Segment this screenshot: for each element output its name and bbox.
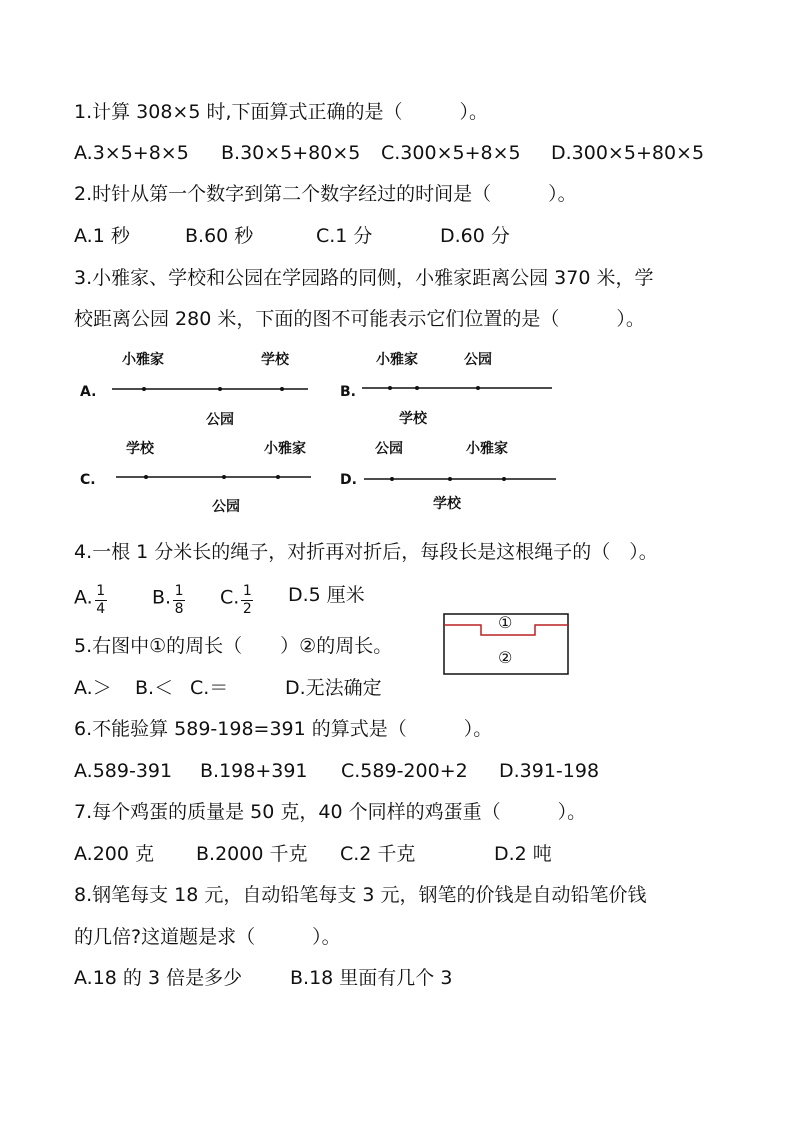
q1-stem: 1.计算 308×5 时,下面算式正确的是（ ）。: [74, 101, 489, 123]
q5-option-c: C.＝: [190, 677, 229, 699]
q8-stem-line2: 的几倍?这道题是求（ ）。: [74, 926, 341, 948]
q4-option-c: [220, 582, 253, 617]
denominator: 4: [96, 600, 106, 617]
q1-option-b: B.30×5+80×5: [221, 142, 361, 164]
q8-stem-line1: 8.钢笔每支 18 元，自动铅笔每支 3 元，钢笔的价钱是自动铅笔价钱: [74, 884, 647, 906]
q7-option-a: A.200 克: [74, 843, 155, 865]
diagram-label-bottom: 公园: [206, 412, 234, 428]
q6-option-d: D.391-198: [499, 760, 600, 782]
q1-option-c: C.300×5+8×5: [381, 142, 521, 164]
q1-option-d: D.300×5+80×5: [551, 142, 705, 164]
q2-option-c: C.1 分: [316, 225, 373, 247]
diagram-letter: A.: [80, 384, 97, 400]
q1-option-a: A.3×5+8×5: [74, 142, 189, 164]
q4-stem: 4.一根 1 分米长的绳子，对折再对折后，每段长是这根绳子的（ ）。: [74, 541, 658, 563]
q7-option-c: C.2 千克: [340, 843, 416, 865]
diagram-label-top-right: 学校: [261, 352, 289, 368]
q5-option-a: A.＞: [74, 677, 112, 699]
diagram-label-top-right: 小雅家: [264, 441, 306, 457]
diagram-label-top-right: 公园: [464, 352, 492, 368]
region-2-label: ②: [498, 648, 513, 667]
q2-option-d: D.60 分: [440, 225, 510, 247]
diagram-label-top-left: 小雅家: [122, 352, 164, 368]
q6-option-b: B.198+391: [200, 760, 308, 782]
option-prefix: A.: [74, 586, 93, 609]
diagram-label-top-right: 小雅家: [466, 441, 508, 457]
q4-option-a: [74, 582, 107, 617]
q2-option-b: B.60 秒: [185, 225, 254, 247]
q6-option-a: A.589-391: [74, 760, 173, 782]
diagram-letter: C.: [80, 472, 96, 488]
diagram-label-bottom: 公园: [212, 499, 240, 515]
denominator: 8: [174, 600, 184, 617]
fraction: [173, 584, 185, 616]
diagram-road-line: [116, 472, 311, 482]
q5-option-d: D.无法确定: [285, 677, 382, 699]
q8-option-a: A.18 的 3 倍是多少: [74, 967, 243, 989]
numerator: 1: [174, 583, 184, 599]
diagram-label-bottom: 学校: [433, 496, 461, 512]
diagram-road-line: [364, 474, 556, 484]
q3-stem-line1: 3.小雅家、学校和公园在学园路的同侧，小雅家距离公园 370 米，学: [74, 267, 654, 289]
q6-stem: 6.不能验算 589-198=391 的算式是（ ）。: [74, 718, 493, 740]
q5-stem: 5.右图中①的周长（ ）②的周长。: [74, 635, 393, 657]
q2-stem: 2.时针从第一个数字到第二个数字经过的时间是（ ）。: [74, 183, 577, 205]
diagram-letter: B.: [340, 384, 356, 400]
diagram-label-top-left: 小雅家: [376, 352, 418, 368]
diagram-label-top-left: 学校: [126, 441, 154, 457]
q6-option-c: C.589-200+2: [341, 760, 468, 782]
diagram-road-line: [362, 383, 552, 393]
q7-option-d: D.2 吨: [494, 843, 552, 865]
option-prefix: C.: [220, 586, 240, 609]
region-1-label: ①: [498, 613, 513, 632]
numerator: 1: [96, 583, 106, 599]
q2-option-a: A.1 秒: [74, 225, 130, 247]
diagram-label-top-left: 公园: [375, 441, 403, 457]
option-prefix: B.: [152, 586, 172, 609]
denominator: 2: [242, 600, 252, 617]
q5-option-b: B.＜: [135, 677, 174, 699]
diagram-label-bottom: 学校: [399, 411, 427, 427]
fraction: [95, 584, 107, 616]
q7-stem: 7.每个鸡蛋的质量是 50 克，40 个同样的鸡蛋重（ ）。: [74, 801, 587, 823]
diagram-letter: D.: [340, 472, 357, 488]
q3-stem-line2: 校距离公园 280 米，下面的图不可能表示它们位置的是（ ）。: [74, 308, 645, 330]
q4-option-b: [152, 582, 185, 617]
q8-option-b: B.18 里面有几个 3: [290, 967, 453, 989]
q7-option-b: B.2000 千克: [196, 843, 308, 865]
fraction: [241, 584, 253, 616]
numerator: 1: [242, 583, 252, 599]
q4-option-d: D.5 厘米: [288, 584, 365, 606]
diagram-road-line: [112, 384, 308, 394]
